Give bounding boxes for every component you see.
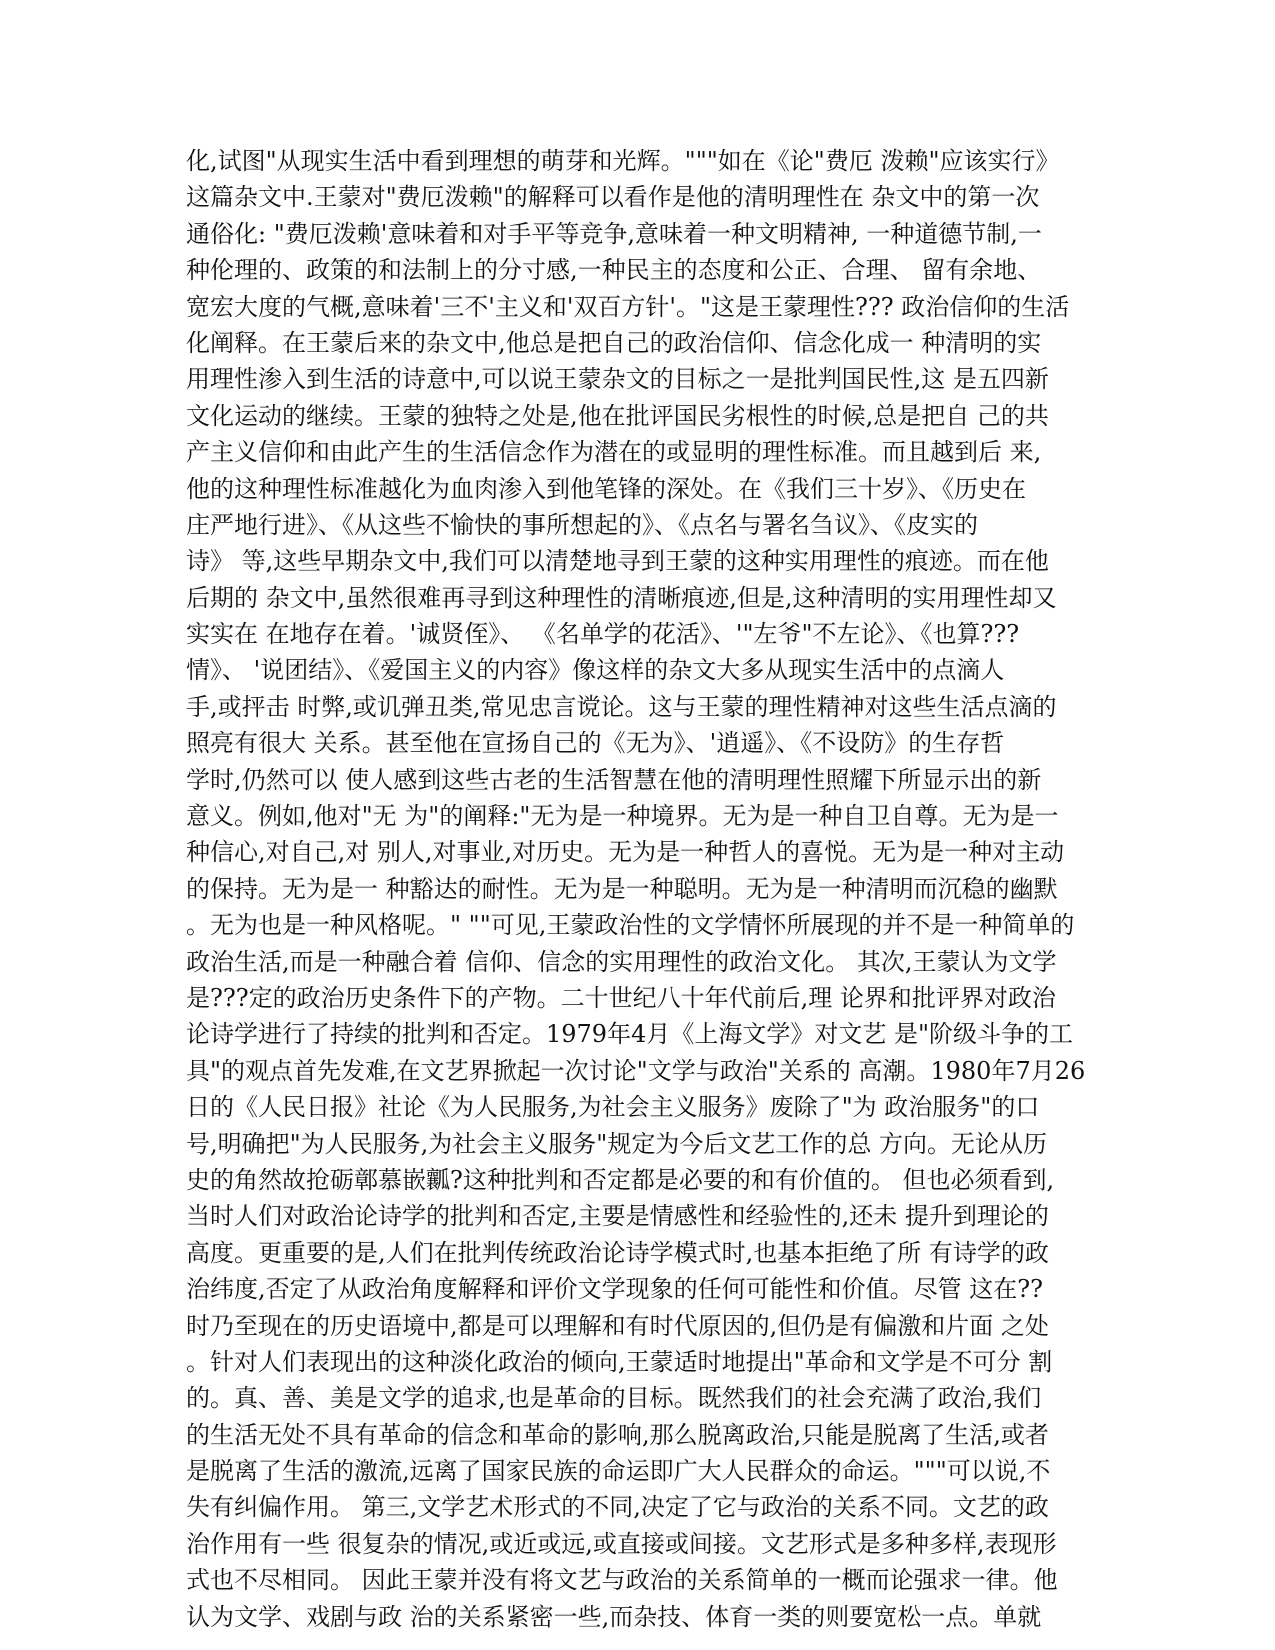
- body-text: [186, 143, 1086, 1635]
- text-line: 这篇杂文中.王蒙对"费厄泼赖"的解释可以看作是他的清明理性在 杂文中的第一次: [186, 183, 1040, 212]
- text-line: 具"的观点首先发难,在文艺界掀起一次讨论"文学与政治"关系的 高潮。1980年7月26: [186, 1056, 1086, 1085]
- text-line: 日的《人民日报》社论《为人民服务,为社会主义服务》废除了"为 政治服务"的口: [186, 1093, 1040, 1122]
- text-line: 时乃至现在的历史语境中,都是可以理解和有时代原因的,但仍是有偏激和片面 之处: [186, 1311, 1049, 1340]
- text-line: 化阐释。在王蒙后来的杂文中,他总是把自己的政治信仰、信念化成一 种清明的实: [186, 328, 1042, 357]
- text-line: 情》、 '说团结》、《爱国主义的内容》像这样的杂文大多从现实生活中的点滴人: [186, 656, 1005, 685]
- text-line: 的保持。无为是一 种豁达的耐性。无为是一种聪明。无为是一种清明而沉稳的幽默: [186, 874, 1058, 903]
- text-line: 他的这种理性标准越化为血肉渗入到他笔锋的深处。在《我们三十岁》、《历史在: [186, 474, 1026, 503]
- text-line: 论诗学进行了持续的批判和否定。1979年4月《上海文学》对文艺 是"阶级斗争的工: [186, 1020, 1074, 1049]
- text-line: 宽宏大度的气概,意味着'三不'主义和'双百方针'。"这是王蒙理性??? 政治信仰的生活: [186, 292, 1070, 321]
- text-line: 通俗化: "费厄泼赖'意味着和对手平等竞争,意味着一种文明精神, 一种道德节制,一: [186, 219, 1042, 248]
- text-line: 种信心,对自己,对 别人,对事业,对历史。无为是一种哲人的喜悦。无为是一种对主动: [186, 838, 1065, 867]
- text-line: 照亮有很大 关系。甚至他在宣扬自己的《无为》、'逍遥》、《不设防》的生存哲: [186, 729, 1005, 758]
- text-line: 庄严地行进》、《从这些不愉快的事所想起的》、《点名与署名刍议》、《皮实的: [186, 510, 978, 539]
- text-line: 高度。更重要的是,人们在批判传统政治论诗学模式时,也基本拒绝了所 有诗学的政: [186, 1238, 1049, 1267]
- text-line: 学时,仍然可以 使人感到这些古老的生活智慧在他的清明理性照耀下所显示出的新: [186, 765, 1042, 794]
- text-line: 是???定的政治历史条件下的产物。二十世纪八十年代前后,理 论界和批评界对政治: [186, 983, 1056, 1012]
- text-line: 实实在 在地存在着。'诚贤侄》、 《名单学的花活》、'"左爷"不左论》、《也算???: [186, 620, 1020, 649]
- text-line: 治作用有一些 很复杂的情况,或近或远,或直接或间接。文艺形式是多种多样,表现形: [186, 1529, 1057, 1558]
- text-line: 意义。例如,他对"无 为"的阐释:"无为是一种境界。无为是一种自卫自尊。无为是一: [186, 802, 1059, 831]
- text-line: 史的角然故抢砺鄣慕嵌瓤?这种批判和否定都是必要的和有价值的。 但也必须看到,: [186, 1165, 1055, 1194]
- text-line: 用理性渗入到生活的诗意中,可以说王蒙杂文的目标之一是批判国民性,这 是五四新: [186, 365, 1049, 394]
- text-line: 治纬度,否定了从政治角度解释和评价文学现象的任何可能性和价值。尽管 这在??: [186, 1275, 1043, 1304]
- text-line: 是脱离了生活的激流,远离了国家民族的命运即广大人民群众的命运。"""可以说,不: [186, 1457, 1051, 1486]
- text-line: 化,试图"从现实生活中看到理想的萌芽和光辉。"""如在《论"费厄 泼赖"应该实行》: [186, 147, 1060, 175]
- text-line: 文化运动的继续。王蒙的独特之处是,他在批评国民劣根性的时候,总是把自 己的共: [186, 401, 1049, 430]
- text-line: 手,或抨击 时弊,或讥弹丑类,常见忠言谠论。这与王蒙的理性精神对这些生活点滴的: [186, 692, 1057, 721]
- text-line: 的生活无处不具有革命的信念和革命的影响,那么脱离政治,只能是脱离了生活,或者: [186, 1420, 1049, 1449]
- text-line: 认为文学、戏剧与政 治的关系紧密一些,而杂技、体育一类的则要宽松一点。单就: [186, 1602, 1042, 1631]
- text-line: 的。真、善、美是文学的追求,也是革命的目标。既然我们的社会充满了政治,我们: [186, 1384, 1042, 1413]
- text-line: 号,明确把"为人民服务,为社会主义服务"规定为今后文艺工作的总 方向。无论从历: [186, 1129, 1047, 1158]
- text-line: 。无为也是一种风格呢。" ""可见,王蒙政治性的文学情怀所展现的并不是一种简单的: [186, 911, 1075, 940]
- text-line: 。针对人们表现出的这种淡化政治的倾向,王蒙适时地提出"革命和文学是不可分 割: [186, 1347, 1053, 1376]
- text-line: 产主义信仰和由此产生的生活信念作为潜在的或显明的理性标准。而且越到后 来,: [186, 438, 1042, 467]
- text-line: 式也不尽相同。 因此王蒙并没有将文艺与政治的关系简单的一概而论强求一律。他: [186, 1566, 1058, 1595]
- text-line: 后期的 杂文中,虽然很难再寻到这种理性的清晰痕迹,但是,这种清明的实用理性却又: [186, 583, 1057, 612]
- text-line: 种伦理的、政策的和法制上的分寸感,一种民主的态度和公正、合理、 留有余地、: [186, 256, 1042, 285]
- text-line: 当时人们对政治论诗学的批判和否定,主要是情感性和经验性的,还未 提升到理论的: [186, 1202, 1049, 1231]
- text-line: 失有纠偏作用。 第三,文学艺术形式的不同,决定了它与政治的关系不同。文艺的政: [186, 1493, 1049, 1522]
- text-line: 政治生活,而是一种融合着 信仰、信念的实用理性的政治文化。 其次,王蒙认为文学: [186, 947, 1057, 976]
- text-line: 诗》 等,这些早期杂文中,我们可以清楚地寻到王蒙的这种实用理性的痕迹。而在他: [186, 547, 1049, 576]
